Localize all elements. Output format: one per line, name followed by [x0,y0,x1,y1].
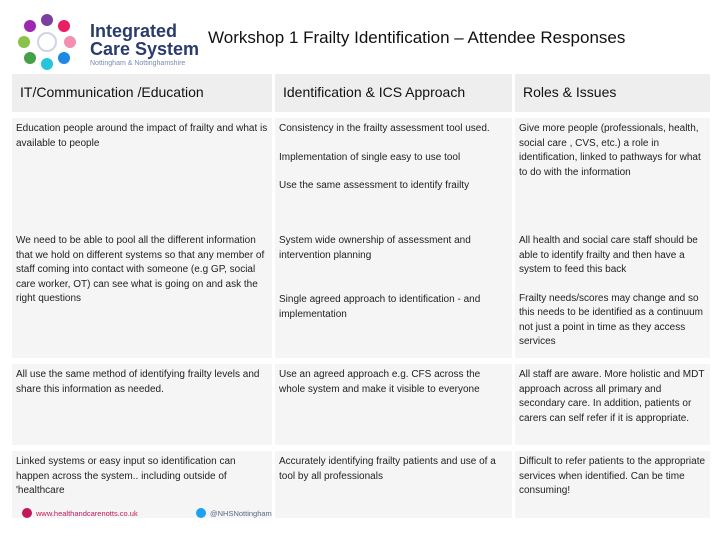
logo-text-line3: Nottingham & Nottinghamshire [90,60,186,67]
table-cell [272,230,512,358]
cell-text: Implementation of single easy to use tool [279,151,461,163]
cell-text: Education people around the impact of frailty and what is available to people [16,123,268,149]
table-cell [12,112,272,230]
header-row [12,74,710,112]
globe-icon [22,508,32,518]
table-cell [12,358,272,445]
column-header-identification: Identification & ICS Approach [272,74,512,112]
cell-text: Frailty needs/scores may change and so this needs to be identified as a continuum not just a point in time as they access services [519,292,704,347]
logo-text-line2: Care System [90,39,200,59]
responses-table [12,74,710,518]
table-cell [272,112,512,230]
column-header-it-communication: IT/Communication /Education [12,74,272,112]
cell-text: All health and social care staff should be able to identify frailty and then have a system to feed this back [519,235,698,275]
cell-text: Accurately identifying frailty patients and use of a tool by all professionals [279,456,496,482]
ics-logo [14,10,204,74]
table-row [12,358,710,445]
table-row [12,230,710,358]
table-cell [512,445,710,518]
cell-text: Linked systems or easy input so identification can happen across the system.. including outside of 'healthcare [16,456,236,496]
logo-text-line1: Integrated [90,21,178,41]
cell-text: Use the same assessment to identify frailty [279,180,470,191]
table-row [12,112,710,230]
table-cell [512,112,710,230]
cell-text: Consistency in the frailty assessment tool used. [279,123,490,134]
column-header-roles-issues: Roles & Issues [512,74,710,112]
cell-text: We need to be able to pool all the different information that we hold on different systems so that any member of staff coming into contact with someone (e.g GP, social care worker, OT) can see what is going on and ask the right questions [16,235,265,304]
cell-text: Single agreed approach to identification - and implementation [279,294,481,320]
table-cell [272,445,512,518]
twitter-icon [196,508,206,518]
cell-text: All use the same method of identifying frailty levels and share this information as needed. [16,369,260,395]
twitter-handle[interactable]: @NHSNottingham [210,508,272,518]
footer-twitter[interactable] [196,508,272,518]
cell-text: All staff are aware. More holistic and MDT approach across all primary and secondary care. In addition, patients or carers can self refer if it is appropriate. [519,369,705,424]
cell-text: Difficult to refer patients to the appropriate services when identified. Can be time consuming! [519,456,706,496]
table-cell [12,230,272,358]
table-cell [512,230,710,358]
ics-logo-icon [14,12,80,72]
cell-text: Use an agreed approach e.g. CFS across the whole system and make it visible to everyone [279,369,481,395]
cell-text: System wide ownership of assessment and intervention planning [279,235,471,261]
cell-text: Give more people (professionals, health, social care , CVS, etc.) a role in identification, linked to pathways for what to do with the information [519,123,701,178]
page-title: Workshop 1 Frailty Identification – Attendee Responses [208,28,626,47]
table-cell [272,358,512,445]
website-link[interactable]: www.healthandcarenotts.co.uk [36,508,138,518]
footer-website[interactable] [22,508,138,518]
table-cell [512,358,710,445]
